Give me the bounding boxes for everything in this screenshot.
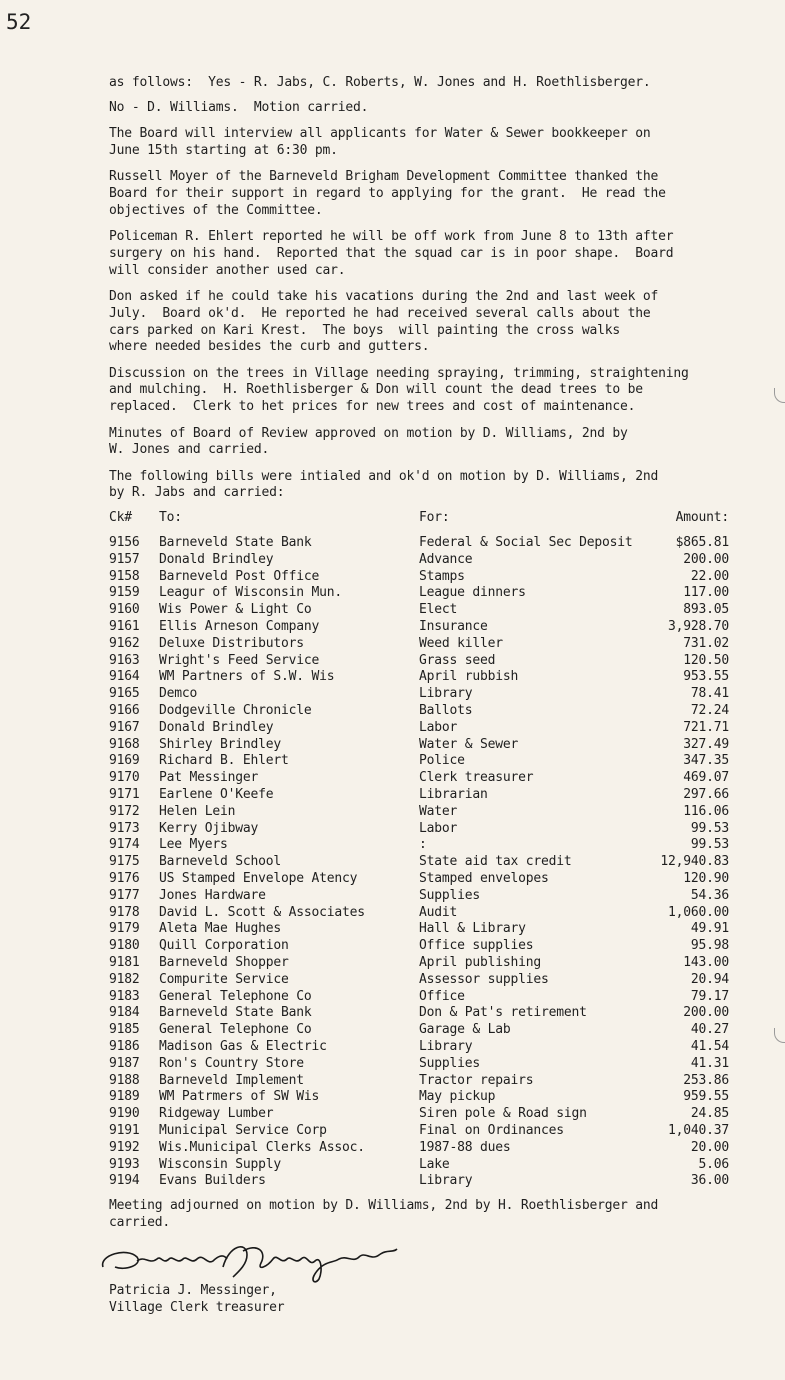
bill-amount: 120.90 <box>683 870 729 886</box>
bill-row <box>109 1089 749 1106</box>
bill-row <box>109 871 749 888</box>
bill-row <box>109 1039 749 1056</box>
bill-row <box>109 770 749 787</box>
bill-ck: 9193 <box>109 1156 140 1172</box>
header-ck: Ck# <box>109 510 132 526</box>
bill-purpose: Police <box>419 753 465 769</box>
bill-row <box>109 737 749 754</box>
bill-amount: 143.00 <box>683 954 729 970</box>
bill-ck: 9167 <box>109 719 140 735</box>
bill-payee: General Telephone Co <box>159 1022 312 1038</box>
bill-row <box>109 552 749 569</box>
bill-payee: Earlene O'Keefe <box>159 786 274 802</box>
bill-purpose: Federal & Social Sec Deposit <box>419 535 633 551</box>
bill-payee: Deluxe Distributors <box>159 635 304 651</box>
bill-payee: Kerry Ojibway <box>159 820 259 836</box>
bill-purpose: Insurance <box>419 619 488 635</box>
bill-ck: 9175 <box>109 854 140 870</box>
bill-purpose: Clerk treasurer <box>419 770 534 786</box>
bill-row <box>109 1173 749 1190</box>
bill-ck: 9179 <box>109 921 140 937</box>
bill-payee: Wis.Municipal Clerks Assoc. <box>159 1139 365 1155</box>
bill-ck: 9159 <box>109 585 140 601</box>
bill-amount: 1,060.00 <box>667 904 729 920</box>
bill-ck: 9169 <box>109 753 140 769</box>
bill-purpose: Library <box>419 1173 473 1189</box>
bill-purpose: Tractor repairs <box>419 1072 534 1088</box>
bill-amount: 959.55 <box>683 1089 729 1105</box>
bill-purpose: Librarian <box>419 786 488 802</box>
bill-purpose: Library <box>419 686 473 702</box>
bills-header <box>109 510 749 527</box>
bill-amount: 116.06 <box>683 803 729 819</box>
bill-ck: 9158 <box>109 568 140 584</box>
bill-amount: 78.41 <box>690 686 729 702</box>
bill-purpose: Water <box>419 803 458 819</box>
bill-row <box>109 703 749 720</box>
bill-ck: 9189 <box>109 1089 140 1105</box>
bill-purpose: Lake <box>419 1156 450 1172</box>
paragraph-police-report: Policeman R. Ehlert reported he will be off work from June 8 to 13th after surgery on his hand. Reported that the squad car is in poor shape. Board will consider another used car. <box>109 229 674 278</box>
paragraph-board-of-review: Minutes of Board of Review approved on motion by D. Williams, 2nd by W. Jones and carried. <box>109 425 628 458</box>
bill-amount: 347.35 <box>683 753 729 769</box>
bill-purpose: Supplies <box>419 1055 481 1071</box>
signature-title: Village Clerk treasurer <box>109 1300 285 1315</box>
bill-row <box>109 653 749 670</box>
bill-purpose: Advance <box>419 551 473 567</box>
bill-purpose: May pickup <box>419 1089 496 1105</box>
bill-amount: 120.50 <box>683 652 729 668</box>
bill-amount: 3,928.70 <box>667 619 729 635</box>
bill-amount: 20.94 <box>690 971 729 987</box>
bill-payee: Shirley Brindley <box>159 736 282 752</box>
paragraph-bills-intro: The following bills were intialed and ok'd on motion by D. Williams, 2nd by R. Jabs and carried: <box>109 468 659 501</box>
bill-row <box>109 972 749 989</box>
bill-purpose: Assessor supplies <box>419 971 549 987</box>
bill-amount: 253.86 <box>683 1072 729 1088</box>
bill-purpose: League dinners <box>419 585 526 601</box>
bill-amount: 721.71 <box>683 719 729 735</box>
bill-row <box>109 1106 749 1123</box>
bill-purpose: : <box>419 837 427 853</box>
signature <box>109 1241 749 1281</box>
bill-ck: 9188 <box>109 1072 140 1088</box>
bill-ck: 9187 <box>109 1055 140 1071</box>
bill-payee: Wis Power & Light Co <box>159 602 312 618</box>
bill-payee: Municipal Service Corp <box>159 1122 327 1138</box>
bill-payee: David L. Scott & Associates <box>159 904 365 920</box>
bill-amount: 327.49 <box>683 736 729 752</box>
bill-amount: 20.00 <box>690 1139 729 1155</box>
bill-amount: 22.00 <box>690 568 729 584</box>
bill-ck: 9173 <box>109 820 140 836</box>
bill-purpose: Grass seed <box>419 652 496 668</box>
bill-purpose: Stamps <box>419 568 465 584</box>
bill-row <box>109 837 749 854</box>
bill-amount: 5.06 <box>698 1156 729 1172</box>
bill-amount: 54.36 <box>690 887 729 903</box>
header-for: For: <box>419 510 450 526</box>
bill-row <box>109 854 749 871</box>
bill-purpose: Hall & Library <box>419 921 526 937</box>
bill-row <box>109 1123 749 1140</box>
bill-purpose: Audit <box>419 904 458 920</box>
bill-ck: 9157 <box>109 551 140 567</box>
bill-row <box>109 585 749 602</box>
bill-ck: 9171 <box>109 786 140 802</box>
header-amount: Amount: <box>675 510 729 526</box>
bill-row <box>109 1073 749 1090</box>
paragraph-adjourned: Meeting adjourned on motion by D. Williams, 2nd by H. Roethlisberger and carried. <box>109 1198 659 1230</box>
bill-row <box>109 905 749 922</box>
bill-payee: Ellis Arneson Company <box>159 619 320 635</box>
bill-purpose: Water & Sewer <box>419 736 519 752</box>
page-edge-mark <box>774 388 785 403</box>
bill-payee: Jones Hardware <box>159 887 266 903</box>
bill-payee: Donald Brindley <box>159 551 274 567</box>
bill-purpose: Labor <box>419 820 458 836</box>
bill-amount: 117.00 <box>683 585 729 601</box>
bill-purpose: Garage & Lab <box>419 1022 511 1038</box>
bill-row <box>109 1157 749 1174</box>
bill-payee: Barneveld School <box>159 854 282 870</box>
bill-row <box>109 1140 749 1157</box>
bill-row <box>109 636 749 653</box>
bill-ck: 9174 <box>109 837 140 853</box>
minutes-body <box>109 75 749 1317</box>
bill-row <box>109 569 749 586</box>
bill-purpose: State aid tax credit <box>419 854 572 870</box>
bill-ck: 9166 <box>109 703 140 718</box>
bill-payee: Donald Brindley <box>159 719 274 735</box>
bill-amount: 469.07 <box>683 770 729 786</box>
paragraph-trees: Discussion on the trees in Village needing spraying, trimming, straightening and mulching. H. Roethlisberger & Don will count the dead trees to be replaced. Clerk to het prices for new trees and cost of maintenance. <box>109 365 689 415</box>
bill-amount: 953.55 <box>683 669 729 685</box>
bill-purpose: Ballots <box>419 703 473 718</box>
bill-row <box>109 821 749 838</box>
bill-row <box>109 753 749 770</box>
bill-ck: 9194 <box>109 1173 140 1189</box>
bill-purpose: Office supplies <box>419 938 534 954</box>
paragraph-vote-yes: as follows: Yes - R. Jabs, C. Roberts, W. Jones and H. Roethlisberger. <box>109 75 651 90</box>
bill-payee: Richard B. Ehlert <box>159 753 289 769</box>
header-to: To: <box>159 510 182 526</box>
bill-ck: 9191 <box>109 1122 140 1138</box>
bill-ck: 9184 <box>109 1005 140 1021</box>
bill-amount: 200.00 <box>683 551 729 567</box>
bill-payee: Barneveld Post Office <box>159 568 320 584</box>
bill-row <box>109 888 749 905</box>
signature-name: Patricia J. Messinger, <box>109 1283 277 1299</box>
bill-payee: Ron's Country Store <box>159 1055 304 1071</box>
bill-ck: 9182 <box>109 971 140 987</box>
bill-payee: Demco <box>159 686 198 702</box>
bill-ck: 9170 <box>109 770 140 786</box>
bill-amount: 24.85 <box>690 1106 729 1122</box>
bill-payee: WM Partners of S.W. Wis <box>159 669 335 685</box>
bill-amount: 72.24 <box>690 703 729 718</box>
paragraph-development-committee: Russell Moyer of the Barneveld Brigham Development Committee thanked the Board for their support in regard to applying for the grant. He read the objectives of the Committee. <box>109 169 666 218</box>
bill-purpose: Siren pole & Road sign <box>419 1106 587 1122</box>
bill-row <box>109 1022 749 1039</box>
paragraph-vote-no: No - D. Williams. Motion carried. <box>109 99 369 115</box>
bill-purpose: Office <box>419 988 465 1004</box>
page-number: 52 <box>6 10 32 34</box>
bill-ck: 9178 <box>109 904 140 920</box>
bill-ck: 9160 <box>109 602 140 618</box>
bill-ck: 9190 <box>109 1106 140 1122</box>
bill-amount: 1,040.37 <box>667 1122 729 1138</box>
bill-purpose: Stamped envelopes <box>419 870 549 886</box>
handwritten-signature-icon <box>97 1237 407 1287</box>
bill-ck: 9192 <box>109 1139 140 1155</box>
bill-amount: $865.81 <box>675 535 729 551</box>
bill-amount: 41.54 <box>690 1038 729 1054</box>
bill-amount: 297.66 <box>683 786 729 802</box>
bill-payee: General Telephone Co <box>159 988 312 1004</box>
bill-payee: Pat Messinger <box>159 770 259 786</box>
bill-amount: 36.00 <box>690 1173 729 1189</box>
page-edge-mark <box>774 1028 785 1043</box>
bill-ck: 9186 <box>109 1038 140 1054</box>
bill-purpose: Elect <box>419 602 458 618</box>
bill-row <box>109 955 749 972</box>
bill-amount: 79.17 <box>690 988 729 1004</box>
bill-amount: 200.00 <box>683 1005 729 1021</box>
bill-ck: 9168 <box>109 736 140 752</box>
bill-amount: 49.91 <box>690 921 729 937</box>
paragraph-vacation: Don asked if he could take his vacations during the 2nd and last week of July. Board ok'd. He reported he had received several calls about the cars parked on Kari Krest. The boys will painting the cross walks where needed besides the curb and gutters. <box>109 288 659 355</box>
bill-purpose: 1987-88 dues <box>419 1139 511 1155</box>
bill-amount: 12,940.83 <box>660 854 729 870</box>
bill-purpose: Library <box>419 1038 473 1054</box>
bill-payee: US Stamped Envelope Atency <box>159 870 358 886</box>
bill-ck: 9172 <box>109 803 140 819</box>
bill-ck: 9164 <box>109 669 140 685</box>
bill-purpose: Weed killer <box>419 635 503 651</box>
bill-amount: 99.53 <box>690 820 729 836</box>
paragraph-interview: The Board will interview all applicants for Water & Sewer bookkeeper on June 15th starting at 6:30 pm. <box>109 126 651 158</box>
bill-payee: Compurite Service <box>159 971 289 987</box>
bill-amount: 893.05 <box>683 602 729 618</box>
bill-payee: Ridgeway Lumber <box>159 1106 274 1122</box>
bill-ck: 9183 <box>109 988 140 1004</box>
bill-ck: 9181 <box>109 954 140 970</box>
bill-ck: 9165 <box>109 686 140 702</box>
bill-payee: Barneveld State Bank <box>159 1005 312 1021</box>
bill-purpose: Labor <box>419 719 458 735</box>
bill-ck: 9180 <box>109 938 140 954</box>
bill-payee: Wisconsin Supply <box>159 1156 282 1172</box>
bill-purpose: April rubbish <box>419 669 519 685</box>
bill-ck: 9176 <box>109 870 140 886</box>
bill-payee: Helen Lein <box>159 803 236 819</box>
bill-payee: Barneveld State Bank <box>159 535 312 551</box>
bill-purpose: April publishing <box>419 954 542 970</box>
bill-amount: 731.02 <box>683 635 729 651</box>
bill-row <box>109 804 749 821</box>
bill-row <box>109 602 749 619</box>
bill-row <box>109 720 749 737</box>
bill-payee: Leagur of Wisconsin Mun. <box>159 585 343 601</box>
bill-amount: 99.53 <box>690 837 729 853</box>
bill-payee: Madison Gas & Electric <box>159 1038 327 1054</box>
bills-list <box>109 535 749 1190</box>
bill-purpose: Supplies <box>419 887 481 903</box>
bill-ck: 9185 <box>109 1022 140 1038</box>
bill-ck: 9163 <box>109 652 140 668</box>
bill-payee: Barneveld Implement <box>159 1072 304 1088</box>
bill-payee: Barneveld Shopper <box>159 954 289 970</box>
bill-payee: Quill Corporation <box>159 938 289 954</box>
bill-row <box>109 921 749 938</box>
bill-payee: WM Patrmers of SW Wis <box>159 1089 320 1105</box>
bill-ck: 9177 <box>109 887 140 903</box>
bill-row <box>109 686 749 703</box>
bill-ck: 9156 <box>109 535 140 551</box>
bill-row <box>109 938 749 955</box>
bill-amount: 40.27 <box>690 1022 729 1038</box>
bill-row <box>109 669 749 686</box>
bill-amount: 95.98 <box>690 938 729 954</box>
bill-row <box>109 1005 749 1022</box>
bill-row <box>109 1056 749 1073</box>
bill-payee: Dodgeville Chronicle <box>159 703 312 718</box>
bill-ck: 9162 <box>109 635 140 651</box>
bill-purpose: Don & Pat's retirement <box>419 1005 587 1021</box>
bill-payee: Wright's Feed Service <box>159 652 320 668</box>
bill-ck: 9161 <box>109 619 140 635</box>
bill-row <box>109 787 749 804</box>
bill-payee: Lee Myers <box>159 837 228 853</box>
bill-payee: Aleta Mae Hughes <box>159 921 282 937</box>
bill-row <box>109 535 749 552</box>
bill-purpose: Final on Ordinances <box>419 1122 564 1138</box>
bill-row <box>109 989 749 1006</box>
bill-payee: Evans Builders <box>159 1173 266 1189</box>
bill-row <box>109 619 749 636</box>
bill-amount: 41.31 <box>690 1055 729 1071</box>
